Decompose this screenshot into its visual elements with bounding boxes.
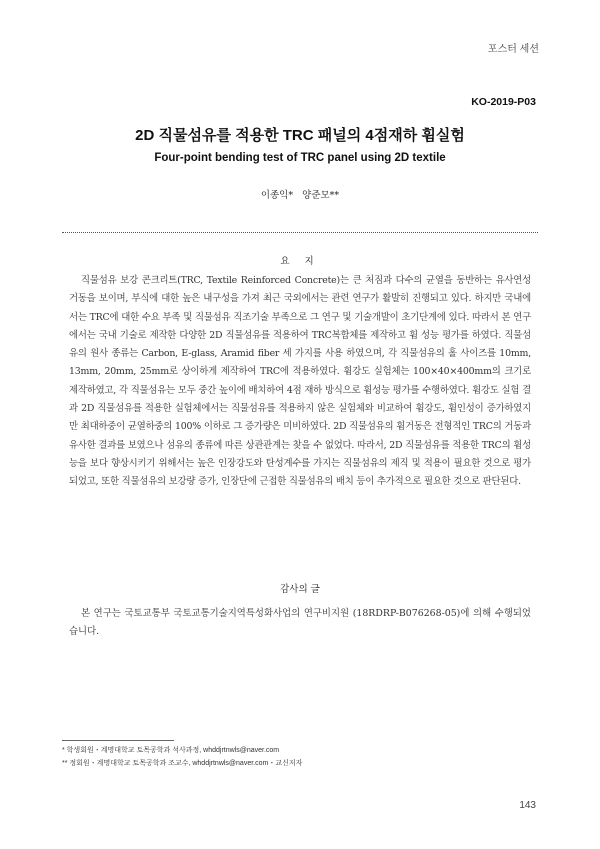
acknowledgement-heading: 감사의 글 [280, 584, 320, 595]
footnote-first-author: * 학생회원・계명대학교 토목공학과 석사과정, whddjrtnwls@naver.com [62, 747, 280, 754]
section-tag: 포스터 세션 [487, 44, 539, 55]
abstract-heading: 요 지 [280, 256, 320, 267]
footnote-corresponding-author: ** 정회원・계명대학교 토목공학과 조교수, whddjrtnwls@naver.com・교신저자 [62, 760, 303, 767]
paper-code: KO-2019-P03 [471, 96, 536, 108]
abstract-body: 직물섬유 보강 콘크리트(TRC, Textile Reinforced Concrete)는 큰 처짐과 다수의 균열을 동반하는 유사연성 거동을 보이며, 부식에 대한 높은 내구성을 가져 최근 국외에서는 관련 연구가 활발히 진행되고 있다. 하지만 국내에서는 TRC에 대한 수요 부족 및 직물섬유 직조기술 부족으로 그 연구 및 기술개발이 초기단계에 있다. 따라서 본 연구에서는 국내 기술로 제작한 다양한 2D 직물섬유를 적용하여 TRC복합체를 제작하고 휨 성능 평가를 하였다. 직물섬유의 원사 종류는 Carbon, E-glass, Aramid fiber 세 가지를 사용 하였으며, 각 직물섬유의 홀 사이즈를 10mm, 13mm, 20mm, 25mm로 상이하게 제작하여 TRC에 적용하였다. 휨강도 실험체는 100×40×400mm의 크기로 제작하였고, 각 직물섬유는 모두 중간 높이에 배치하여 4점 재하 방식으로 휨성능 평가를 수행하였다. 휨강도 실험 결과 2D 직물섬유를 적용한 실험체에서는 직물섬유를 적용하지 않은 실험체와 비교하여 휨강도, 휨인성이 증가하였지만 최대하중이 균열하중의 100% 이하로 그 증가량은 미비하였다. 2D 직물섬유의 휨거동은 전형적인 TRC의 거동과 유사한 결과를 보였으나 섬유의 종류에 따른 상관관계는 찾을 수 없었다. 따라서, 2D 직물섬유를 적용한 TRC의 휨성능을 보다 향상시키기 위해서는 높은 인장강도와 탄성계수를 가지는 직물섬유의 제직 및 적용이 필요한 것으로 평가되었고, 또한 직물섬유의 보강량 증가, 인장단에 근접한 직물섬유의 배치 등이 추가적으로 필요한 것으로 판단된다. [69, 275, 531, 488]
page-number: 143 [519, 800, 536, 811]
author-list: 이종익* 양준모** [260, 190, 340, 201]
paper-title-korean: 2D 직물섬유를 적용한 TRC 패널의 4점재하 휨실험 [135, 127, 465, 144]
footnote-divider [62, 740, 174, 741]
dotted-divider [62, 232, 538, 233]
acknowledgement-body: 본 연구는 국토교통부 국토교통기술지역특성화사업의 연구비지원 (18RDRP-B076268-05)에 의해 수행되었습니다. [69, 608, 531, 638]
paper-title-english: Four-point bending test of TRC panel using 2D textile [154, 152, 446, 164]
